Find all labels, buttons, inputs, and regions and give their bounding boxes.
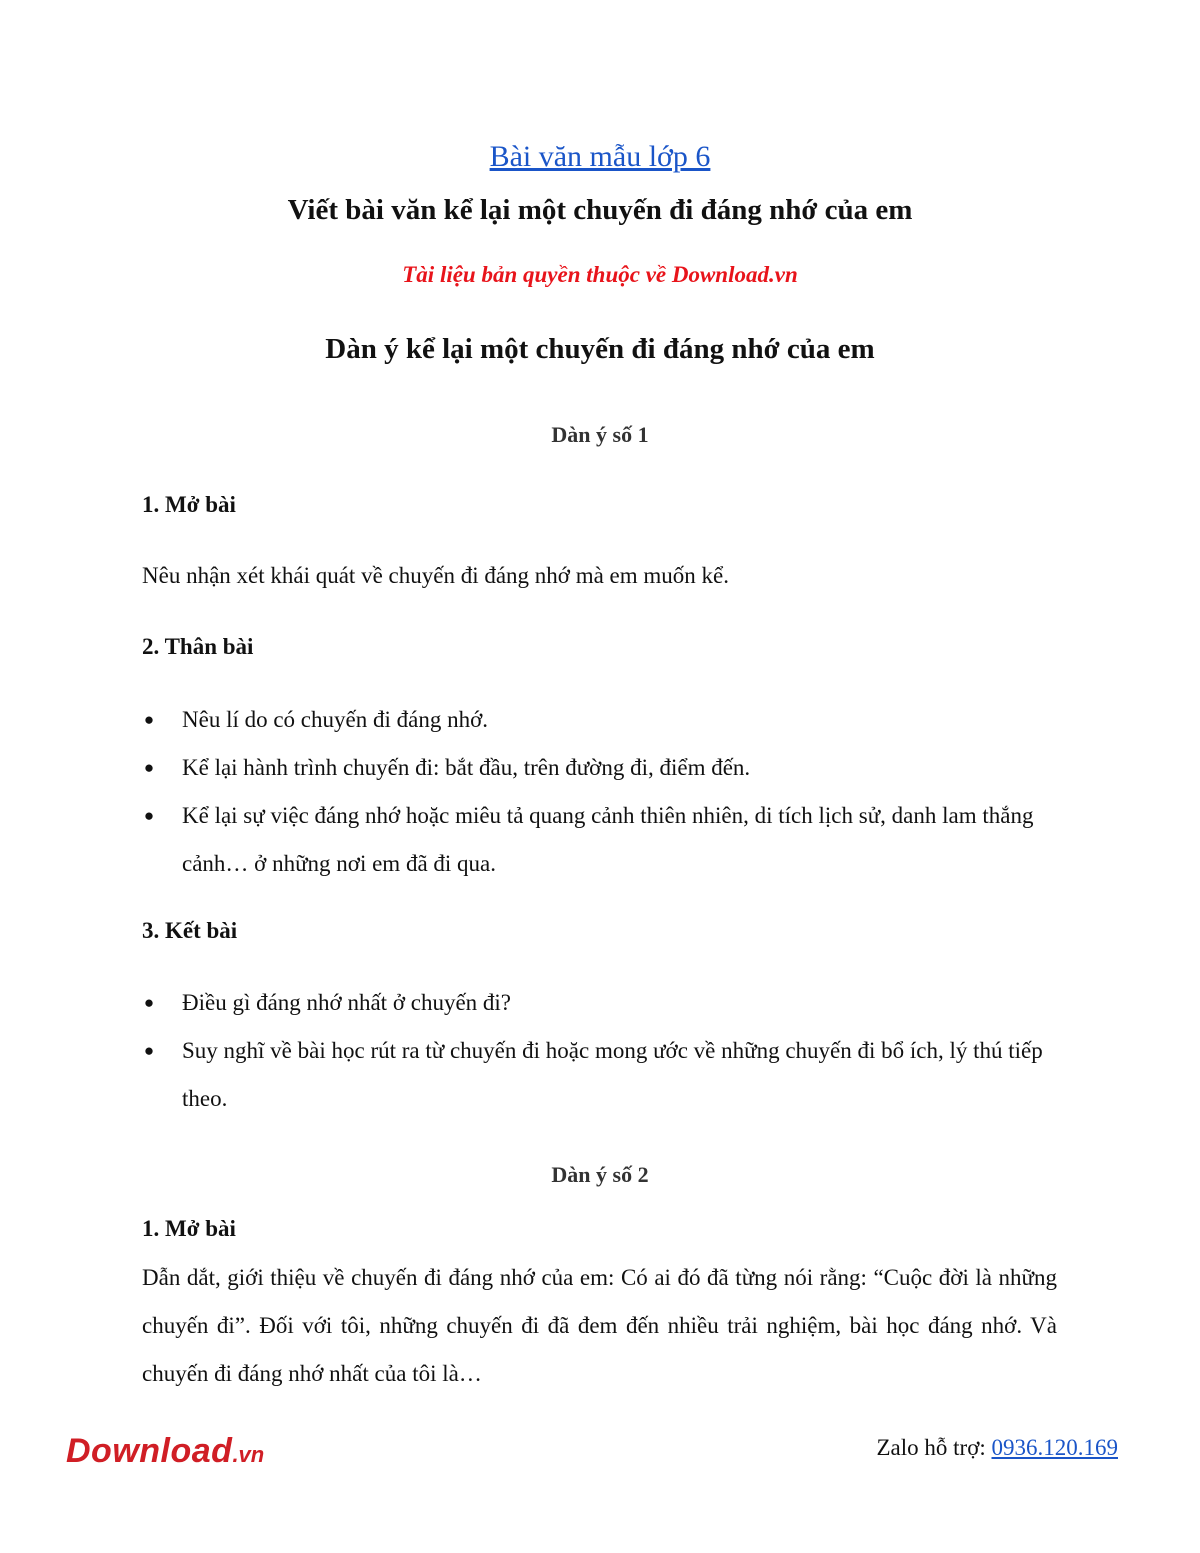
bullet-icon: ● bbox=[143, 758, 155, 777]
main-title: Viết bài văn kể lại một chuyến đi đáng nhớ của em bbox=[287, 194, 913, 226]
bullet-icon: ● bbox=[143, 806, 155, 825]
copyright-notice: Tài liệu bản quyền thuộc về Download.vn bbox=[402, 262, 798, 287]
outline-1-conclusion-heading: 3. Kết bài bbox=[142, 918, 238, 943]
download-vn-logo[interactable] bbox=[66, 1432, 264, 1471]
list-item-text: Kể lại sự việc đáng nhớ hoặc miêu tả quang cảnh thiên nhiên, di tích lịch sử, danh lam thắng cảnh… ở những nơi em đã đi qua. bbox=[182, 803, 1034, 876]
zalo-support bbox=[877, 1435, 1119, 1461]
list-item-text: Nêu lí do có chuyến đi đáng nhớ. bbox=[182, 707, 488, 732]
logo-suffix-text: .vn bbox=[232, 1442, 265, 1467]
outline-1-intro-heading: 1. Mở bài bbox=[142, 492, 236, 517]
list-item-text: Suy nghĩ về bài học rút ra từ chuyến đi hoặc mong ước về những chuyến đi bổ ích, lý thú tiếp theo. bbox=[182, 1038, 1043, 1111]
logo-main-text: Download bbox=[66, 1432, 233, 1470]
bullet-icon: ● bbox=[143, 710, 155, 729]
outline-1-intro-text: Nêu nhận xét khái quát về chuyến đi đáng nhớ mà em muốn kể. bbox=[142, 563, 730, 588]
outline-title: Dàn ý kể lại một chuyến đi đáng nhớ của em bbox=[325, 333, 875, 365]
bullet-icon: ● bbox=[143, 993, 155, 1012]
zalo-phone-link[interactable]: 0936.120.169 bbox=[991, 1435, 1118, 1460]
outline-1-body-list bbox=[142, 696, 1052, 888]
bullet-icon: ● bbox=[143, 1041, 155, 1060]
list-item bbox=[142, 792, 1052, 888]
outline-2-title: Dàn ý số 2 bbox=[551, 1162, 649, 1187]
outline-1-conclusion-list bbox=[142, 979, 1052, 1123]
outline-2-intro-text: Dẫn dắt, giới thiệu về chuyến đi đáng nhớ của em: Có ai đó đã từng nói rằng: “Cuộc đời là những chuyến đi”. Đối với tôi, những chuyến đi đã đem đến nhiều trải nghiệm, bài học đáng nhớ. Và chuyến đi đáng nhớ nhất của tôi là… bbox=[142, 1265, 1057, 1386]
list-item-text: Kể lại hành trình chuyến đi: bắt đầu, trên đường đi, điểm đến. bbox=[182, 755, 751, 780]
list-item bbox=[142, 744, 1052, 792]
list-item-text: Điều gì đáng nhớ nhất ở chuyến đi? bbox=[182, 990, 511, 1015]
outline-1-title: Dàn ý số 1 bbox=[551, 422, 649, 447]
list-item bbox=[142, 696, 1052, 744]
list-item bbox=[142, 1027, 1052, 1123]
zalo-label: Zalo hỗ trợ: bbox=[876, 1435, 992, 1460]
list-item bbox=[142, 979, 1052, 1027]
page-title-link[interactable]: Bài văn mẫu lớp 6 bbox=[489, 140, 711, 173]
outline-2-intro-heading: 1. Mở bài bbox=[142, 1216, 236, 1241]
outline-1-body-heading: 2. Thân bài bbox=[142, 634, 254, 659]
